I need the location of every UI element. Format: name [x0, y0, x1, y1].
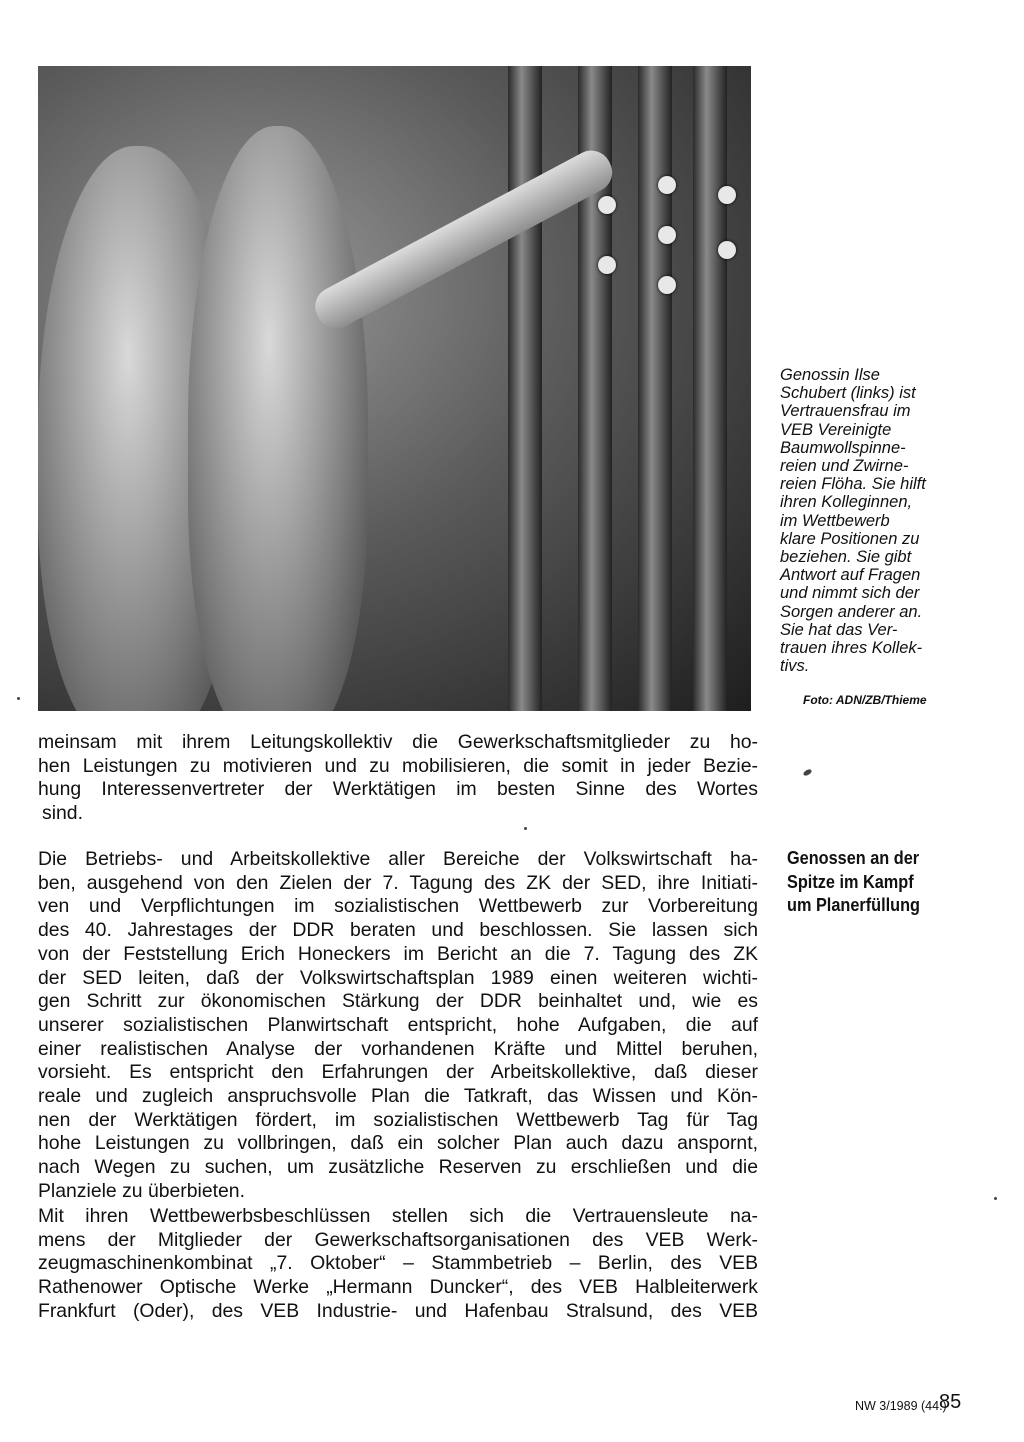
text-line: Mit ihren Wettbewerbsbeschlüssen stellen sich die Vertrauensleute na- — [38, 1205, 758, 1227]
caption-line: reien Flöha. Sie hilft — [780, 475, 926, 494]
worker-right-figure — [188, 126, 368, 711]
text-line: unserer sozialistischen Planwirtschaft entspricht, hohe Aufgaben, die auf — [38, 1013, 758, 1036]
worker-raised-arm — [308, 144, 619, 336]
caption-line: ihren Kolleginnen, — [780, 493, 913, 512]
text-line: gen Schritt zur ökonomischen Stärkung der DDR beinhaltet und, wie es — [38, 990, 758, 1013]
scan-speck — [524, 827, 527, 830]
photo-textile-workers — [38, 66, 751, 711]
text-line: Rathenower Optische Werke „Hermann Duncker“, des VEB Halbleiterwerk — [38, 1276, 758, 1299]
caption-line: tivs. — [780, 657, 810, 676]
caption-line: trauen ihres Kollek- — [780, 639, 923, 658]
caption-line: klare Positionen zu — [780, 529, 920, 548]
text-line: von der Feststellung Erich Honeckers im Bericht an die 7. Tagung des ZK — [38, 942, 758, 965]
paragraph-main — [38, 848, 758, 1204]
machine-knob — [658, 276, 676, 294]
text-line: vorsieht. Es entspricht den Erfahrungen der Arbeitskollektive, daß dieser — [38, 1061, 758, 1084]
text-line: hung Interessenvertreter der Werktätigen im besten Sinne des Wortes — [38, 778, 758, 801]
text-line: Die Betriebs- und Arbeitskollektive aller Bereiche der Volkswirtschaft ha- — [38, 848, 758, 870]
machine-knob — [718, 241, 736, 259]
caption-line: Schubert (links) ist — [780, 384, 916, 403]
photo-caption — [780, 366, 960, 675]
machine-knob — [658, 226, 676, 244]
machine-knob — [598, 196, 616, 214]
text-line: der SED leiten, daß der Volkswirtschaftsplan 1989 einen weiteren wichti- — [38, 966, 758, 989]
scan-speck — [17, 697, 20, 700]
machine-knob — [658, 176, 676, 194]
side-heading — [787, 846, 963, 917]
text-line: hen Leistungen zu motivieren und zu mobilisieren, die somit in jeder Bezie- — [38, 754, 758, 777]
text-line: ben, ausgehend von den Zielen der 7. Tagung des ZK der SED, ihre Initiati- — [38, 871, 758, 894]
text-line: Frankfurt (Oder), des VEB Industrie- und Hafenbau Stralsund, des VEB — [38, 1299, 758, 1322]
issue-reference: NW 3/1989 (44.) — [855, 1399, 947, 1413]
text-line: mens der Mitglieder der Gewerkschaftsorganisationen des VEB Werk- — [38, 1228, 758, 1251]
caption-line: Sie hat das Ver- — [780, 620, 898, 639]
caption-line: Vertrauensfrau im — [780, 402, 911, 421]
caption-line: beziehen. Sie gibt — [780, 548, 912, 567]
spinning-machine-column — [693, 66, 727, 711]
caption-line: und nimmt sich der — [780, 584, 920, 603]
text-line: des 40. Jahrestages der DDR beraten und beschlossen. Sie lassen sich — [38, 919, 758, 942]
side-heading-line: Spitze im Kampf — [787, 870, 914, 892]
spinning-machine-column — [508, 66, 542, 711]
text-line: reale und zugleich anspruchsvolle Plan die Tatkraft, das Wissen und Kön- — [38, 1085, 758, 1108]
text-line: nach Wegen zu suchen, um zusätzliche Reserven zu erschließen und die — [38, 1156, 758, 1179]
text-line: ven und Verpflichtungen im sozialistischen Wettbewerb zur Vorbereitung — [38, 895, 758, 918]
paragraph-competition — [38, 1205, 758, 1324]
machine-knob — [718, 186, 736, 204]
machine-knob — [598, 256, 616, 274]
text-line: sind. — [42, 802, 83, 825]
scan-speck — [994, 1197, 997, 1200]
caption-line: reien und Zwirne- — [780, 457, 909, 476]
caption-line: Genossin Ilse — [780, 366, 880, 384]
scan-speck — [802, 768, 812, 777]
photo-credit: Foto: ADN/ZB/Thieme — [803, 693, 927, 707]
text-line: Planziele zu überbieten. — [38, 1179, 245, 1202]
caption-line: im Wettbewerb — [780, 511, 890, 530]
text-line: nen der Werktätigen fördert, im sozialistischen Wettbewerb Tag für Tag — [38, 1108, 758, 1131]
text-line: einer realistischen Analyse der vorhandenen Kräfte und Mittel beruhen, — [38, 1037, 758, 1060]
page-number: 85 — [939, 1391, 962, 1413]
text-line: hohe Leistungen zu vollbringen, daß ein solcher Plan auch dazu anspornt, — [38, 1132, 758, 1155]
text-line: meinsam mit ihrem Leitungskollektiv die Gewerkschaftsmitglieder zu ho- — [38, 731, 758, 753]
spinning-machine-column — [638, 66, 672, 711]
side-heading-line: Genossen an der — [787, 847, 920, 868]
paragraph-continuation — [38, 731, 758, 826]
caption-line: Sorgen anderer an. — [780, 602, 923, 621]
caption-line: VEB Vereinigte — [780, 420, 892, 439]
caption-line: Baumwollspinne- — [780, 438, 906, 457]
side-heading-line: um Planerfüllung — [787, 894, 920, 915]
text-line: zeugmaschinenkombinat „7. Oktober“ – Stammbetrieb – Berlin, des VEB — [38, 1252, 758, 1275]
caption-line: Antwort auf Fragen — [780, 566, 921, 585]
